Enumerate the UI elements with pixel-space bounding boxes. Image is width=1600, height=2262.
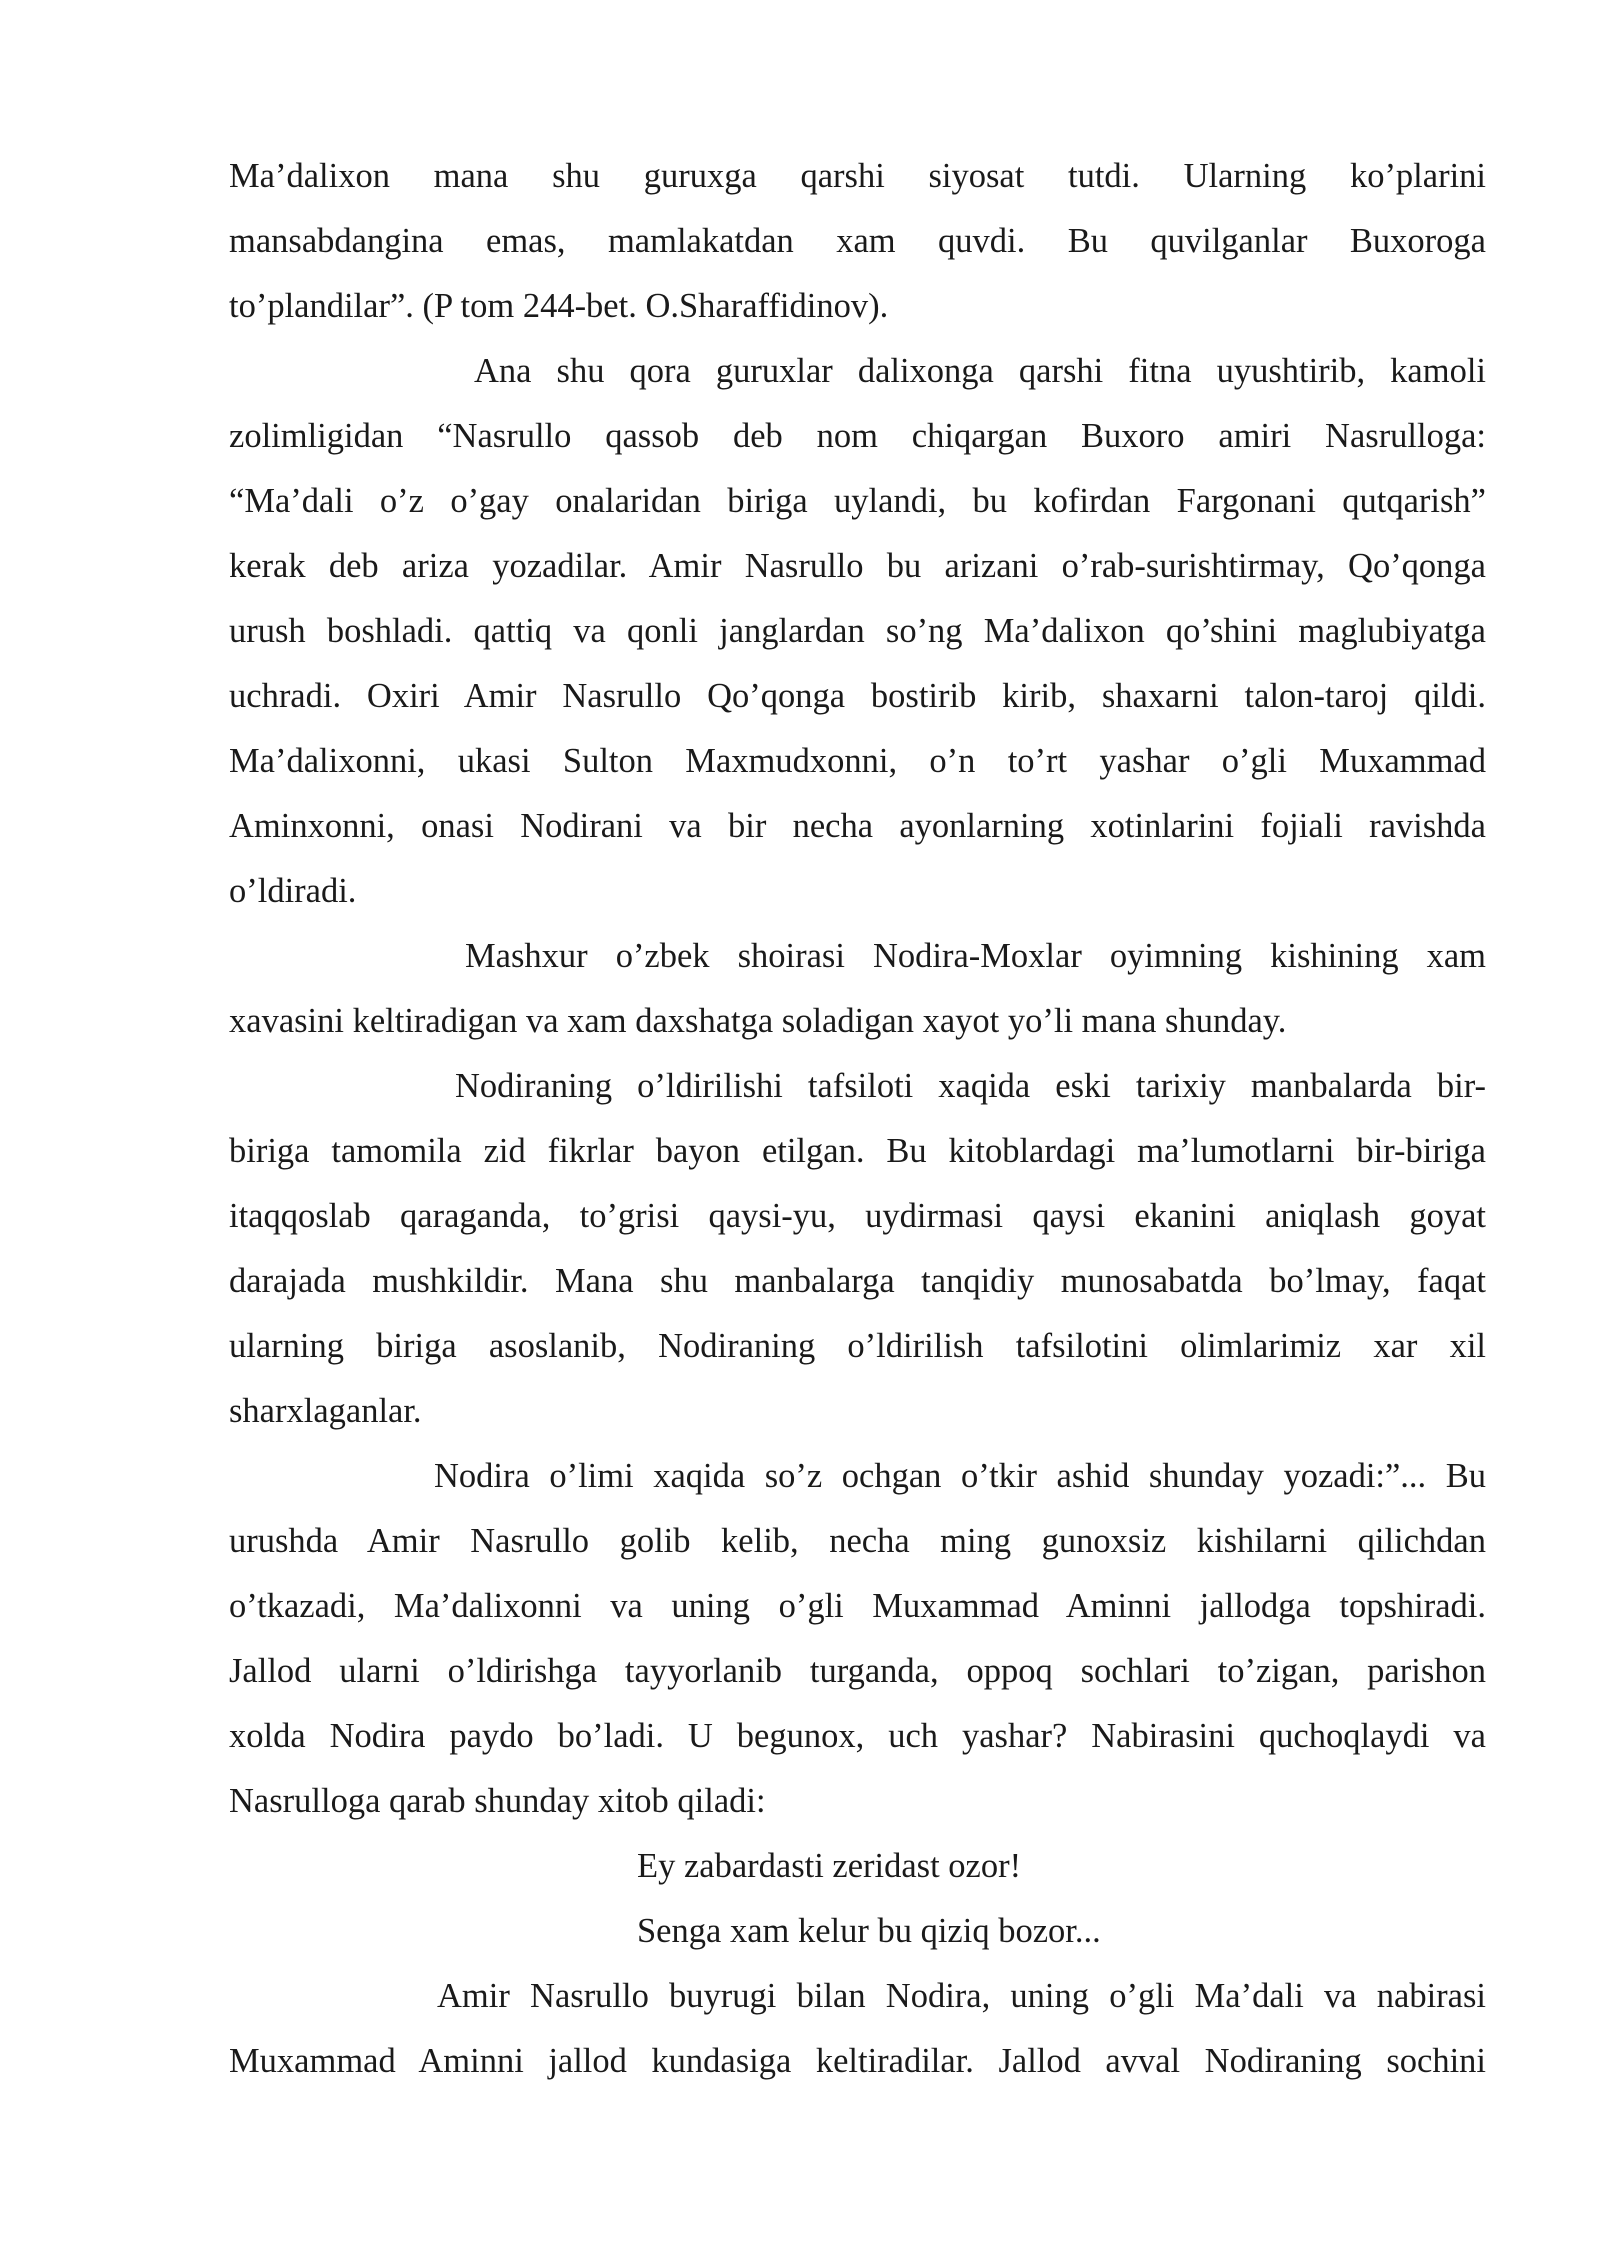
text-line: Ma’dalixon mana shu guruxga qarshi siyosat tutdi. Ularning ko’plarini: [229, 157, 1486, 195]
text-line: Aminxonni, onasi Nodirani va bir necha ayonlarning xotinlarini fojiali ravishda: [229, 807, 1486, 845]
text-line: Mashxur o’zbek shoirasi Nodira-Moxlar oyimning kishining xam: [465, 937, 1486, 975]
text-line: urush boshladi. qattiq va qonli janglardan so’ng Ma’dalixon qo’shini maglubiyatga: [229, 612, 1486, 650]
text-line: urushda Amir Nasrullo golib kelib, necha ming gunoxsiz kishilarni qilichdan: [229, 1522, 1486, 1560]
verse-line: Ey zabardasti zeridast ozor!: [637, 1847, 1022, 1885]
text-line: Nasrulloga qarab shunday xitob qiladi:: [229, 1782, 766, 1820]
document-body: [229, 150, 1486, 2100]
text-line: o’tkazadi, Ma’dalixonni va uning o’gli Muxammad Aminni jallodga topshiradi.: [229, 1587, 1486, 1625]
paragraph: [229, 930, 1486, 1060]
text-line: to’plandilar”. (P tom 244-bet. O.Sharaffidinov).: [229, 287, 889, 325]
text-line: “Ma’dali o’z o’gay onalaridan biriga uylandi, bu kofirdan Fargonani qutqarish”: [229, 482, 1486, 520]
text-line: kerak deb ariza yozadilar. Amir Nasrullo bu arizani o’rab-surishtirmay, Qo’qonga: [229, 547, 1486, 585]
text-line: zolimligidan “Nasrullo qassob deb nom chiqargan Buxoro amiri Nasrulloga:: [229, 417, 1486, 455]
text-line: Jallod ularni o’ldirishga tayyorlanib turganda, oppoq sochlari to’zigan, parishon: [229, 1652, 1486, 1690]
text-line: Ma’dalixonni, ukasi Sulton Maxmudxonni, o’n to’rt yashar o’gli Muxammad: [229, 742, 1486, 780]
text-line: Ana shu qora guruxlar dalixonga qarshi fitna uyushtirib, kamoli: [474, 352, 1486, 390]
paragraph: [229, 1970, 1486, 2100]
text-line: Amir Nasrullo buyrugi bilan Nodira, uning o’gli Ma’dali va nabirasi: [437, 1977, 1486, 2015]
text-line: itaqqoslab qaraganda, to’grisi qaysi-yu, uydirmasi qaysi ekanini aniqlash goyat: [229, 1197, 1486, 1235]
text-line: xavasini keltiradigan va xam daxshatga soladigan xayot yo’li mana shunday.: [229, 1002, 1287, 1040]
text-line: uchradi. Oxiri Amir Nasrullo Qo’qonga bostirib kirib, shaxarni talon-taroj qildi.: [229, 677, 1486, 715]
text-line: Muxammad Aminni jallod kundasiga keltiradilar. Jallod avval Nodiraning sochini: [229, 2042, 1486, 2080]
text-line: sharxlaganlar.: [229, 1392, 422, 1430]
paragraph: [229, 345, 1486, 930]
paragraph: [229, 1060, 1486, 1450]
text-line: ularning biriga asoslanib, Nodiraning o’ldirilish tafsilotini olimlarimiz xar xil: [229, 1327, 1486, 1365]
paragraph: [229, 150, 1486, 345]
verse-block: [229, 1840, 1486, 1970]
paragraph: [229, 1450, 1486, 1840]
text-line: biriga tamomila zid fikrlar bayon etilgan. Bu kitoblardagi ma’lumotlarni bir-biriga: [229, 1132, 1486, 1170]
text-line: darajada mushkildir. Mana shu manbalarga tanqidiy munosabatda bo’lmay, faqat: [229, 1262, 1486, 1300]
verse-line: Senga xam kelur bu qiziq bozor...: [637, 1912, 1101, 1950]
text-line: o’ldiradi.: [229, 872, 357, 910]
text-line: Nodira o’limi xaqida so’z ochgan o’tkir ashid shunday yozadi:”... Bu: [434, 1457, 1486, 1495]
text-line: Nodiraning o’ldirilishi tafsiloti xaqida eski tarixiy manbalarda bir-: [455, 1067, 1486, 1105]
text-line: xolda Nodira paydo bo’ladi. U begunox, uch yashar? Nabirasini quchoqlaydi va: [229, 1717, 1486, 1755]
text-line: mansabdangina emas, mamlakatdan xam quvdi. Bu quvilganlar Buxoroga: [229, 222, 1486, 260]
